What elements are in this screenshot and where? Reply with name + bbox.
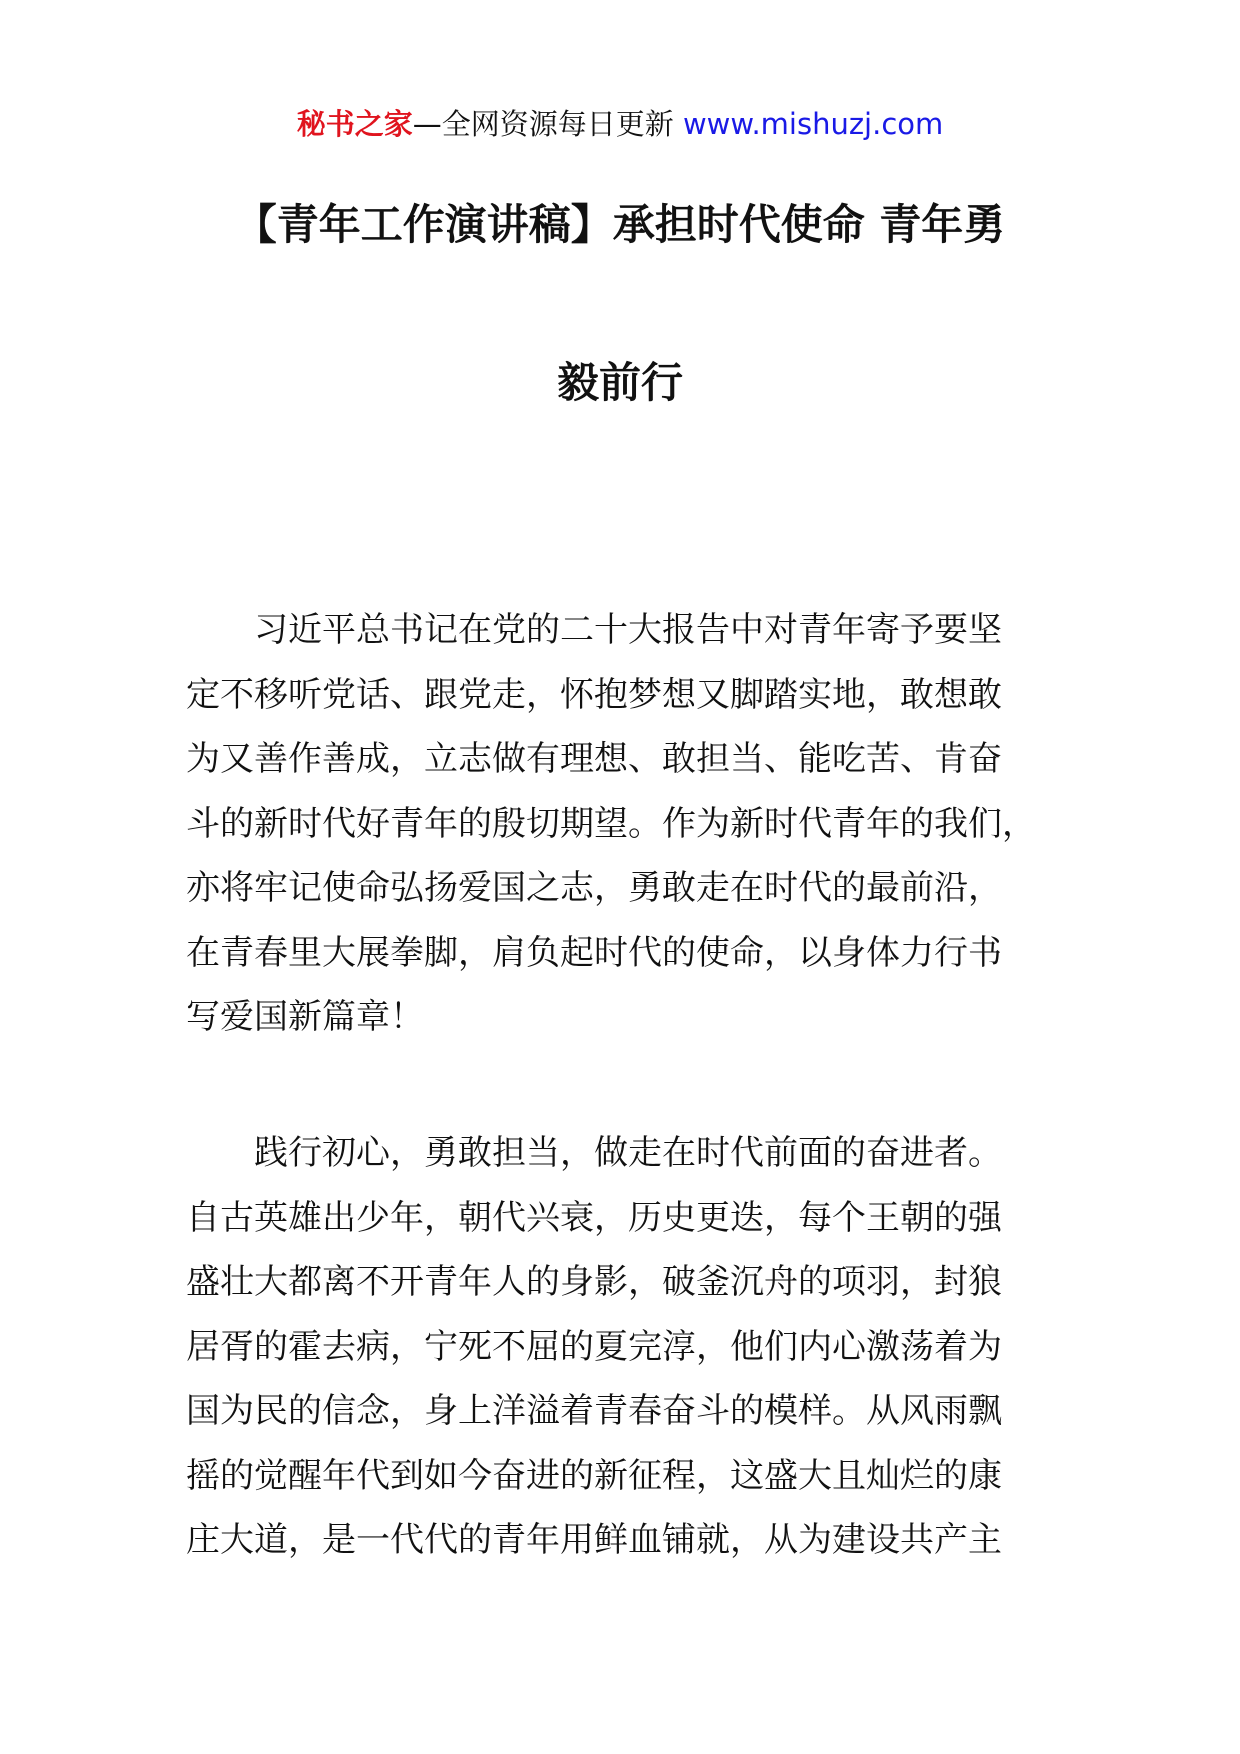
paragraph-line: 国为民的信念，身上洋溢着青春奋斗的模样。从风雨飘 xyxy=(186,1391,1002,1431)
paragraph-line: 自古英雄出少年，朝代兴衰，历史更迭，每个王朝的强 xyxy=(186,1197,1002,1238)
paragraph-line: 盛壮大都离不开青年人的身影，破釜沉舟的项羽，封狼 xyxy=(186,1262,1002,1302)
paragraph-line: 定不移听党话、跟党走，怀抱梦想又脚踏实地，敢想敢 xyxy=(186,674,1002,715)
paragraph-line: 居胥的霍去病，宁死不屈的夏完淳，他们内心激荡着为 xyxy=(186,1326,1002,1367)
brand-name: 秘书之家 xyxy=(296,107,413,141)
paragraph-line: 习近平总书记在党的二十大报告中对青年寄予要坚 xyxy=(186,610,1002,650)
paragraph-line: 践行初心，勇敢担当，做走在时代前面的奋进者。 xyxy=(186,1133,1002,1173)
site-url-link[interactable]: www.mishuzj.com xyxy=(682,107,944,141)
paragraph-line: 斗的新时代好青年的殷切期望。作为新时代青年的我们， xyxy=(186,803,1036,844)
paragraph-2 xyxy=(186,1121,1076,1573)
header-tagline: —全网资源每日更新 xyxy=(412,107,674,141)
paragraph-line: 在青春里大展拳脚，肩负起时代的使命，以身体力行书 xyxy=(186,932,1002,973)
paragraph-line: 写爱国新篇章！ xyxy=(186,997,424,1037)
paragraph-1 xyxy=(186,598,1076,1050)
document-title-line-2: 毅前行 xyxy=(556,358,683,407)
paragraph-line: 庄大道，是一代代的青年用鲜血铺就，从为建设共产主 xyxy=(186,1520,1002,1560)
site-header xyxy=(0,104,1240,144)
document-title-line-1: 【青年工作演讲稿】承担时代使命 青年勇 xyxy=(234,200,1006,249)
paragraph-line: 摇的觉醒年代到如今奋进的新征程，这盛大且灿烂的康 xyxy=(186,1455,1002,1496)
paragraph-line: 为又善作善成，立志做有理想、敢担当、能吃苦、肯奋 xyxy=(186,739,1002,779)
paragraph-line: 亦将牢记使命弘扬爱国之志，勇敢走在时代的最前沿， xyxy=(186,868,1002,908)
